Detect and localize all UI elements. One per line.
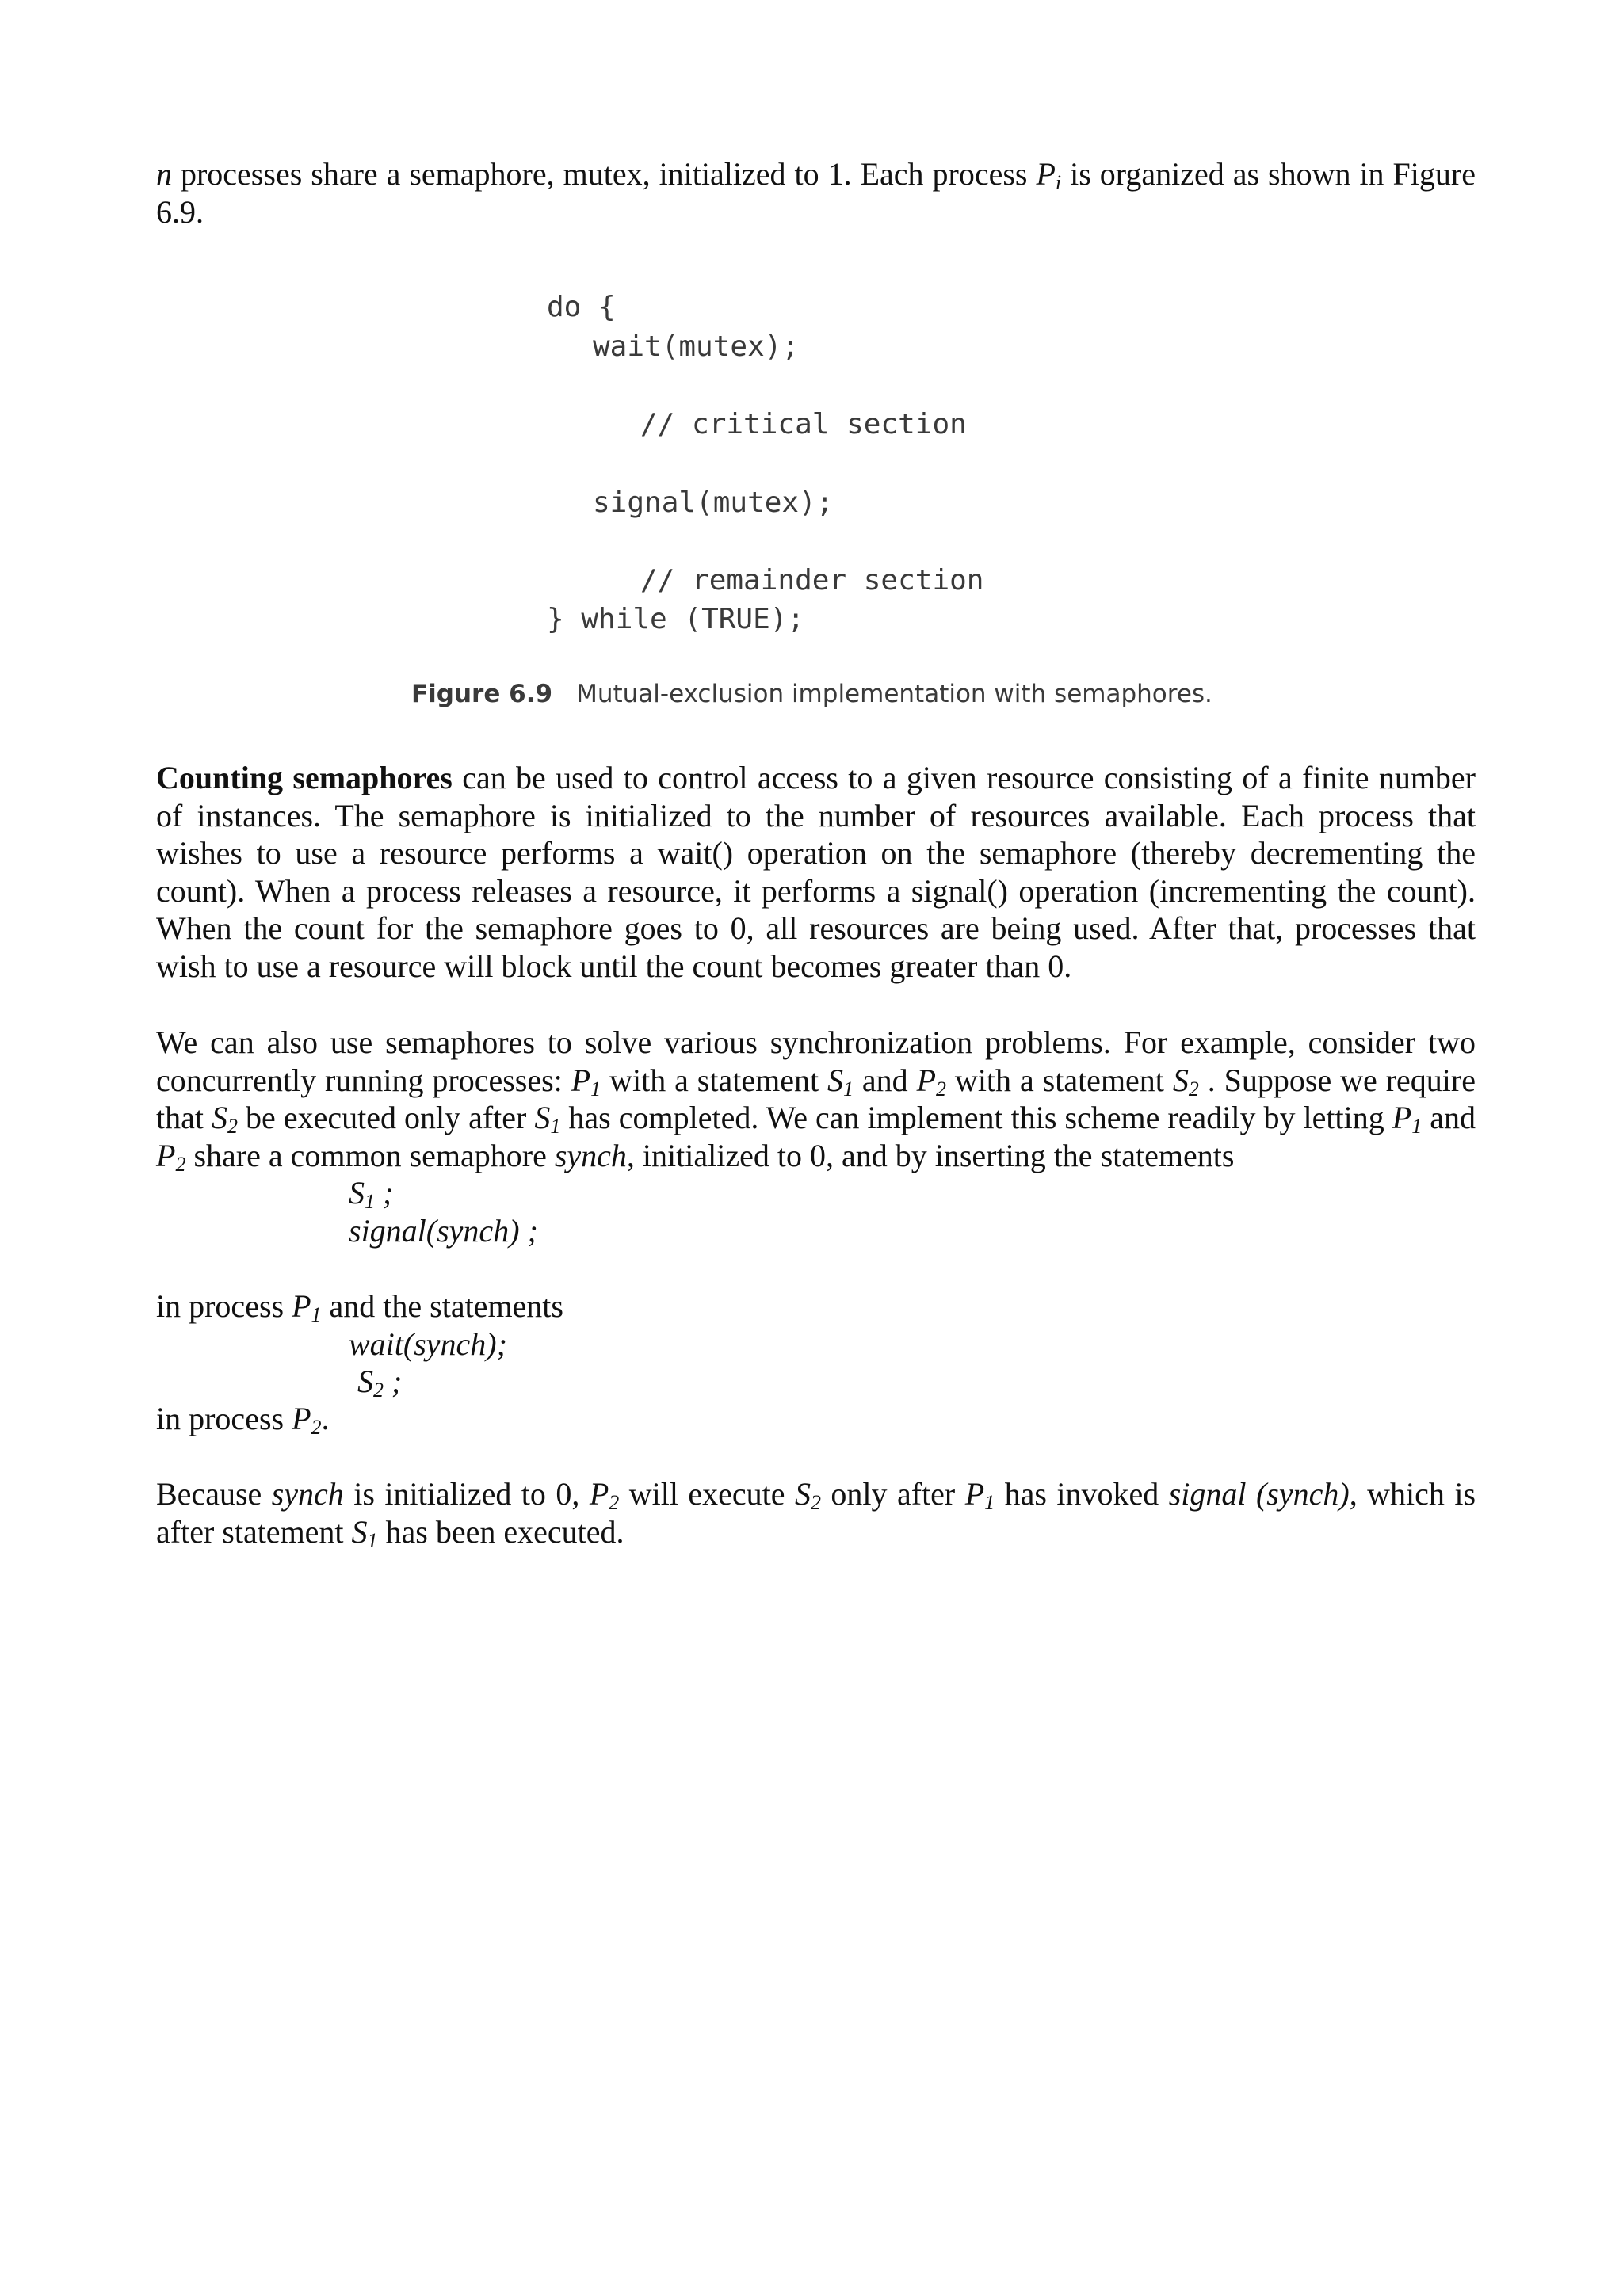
because-signal: signal (synch)	[1168, 1476, 1350, 1512]
sub-2: 2	[175, 1152, 186, 1176]
in-process-p1-line	[156, 1287, 563, 1325]
mid-post: and the statements	[321, 1288, 563, 1324]
sync-text-7: has completed. We can implement this scheme readily by letting	[560, 1100, 1392, 1135]
figure-caption	[411, 680, 1212, 708]
code-line-critical-section: // critical section	[640, 408, 967, 441]
sym-synch: synch	[554, 1137, 627, 1173]
mid-pre: in process	[156, 1288, 292, 1324]
end-post: .	[321, 1401, 330, 1436]
intro-paragraph	[156, 155, 1476, 231]
sync-text-2: with a statement	[601, 1062, 827, 1098]
sync-text-6: be executed only after	[238, 1100, 535, 1135]
sub-1: 1	[984, 1491, 995, 1514]
sym-p: P	[916, 1062, 937, 1098]
sym-p: P	[1392, 1100, 1412, 1135]
sync-text-4: with a statement	[946, 1062, 1173, 1098]
sub-1: 1	[365, 1190, 375, 1213]
intro-p: P	[1036, 156, 1056, 192]
because-text-5: has invoked	[995, 1476, 1169, 1512]
synchronization-paragraph	[156, 1024, 1476, 1174]
because-text-6: , which is after statement	[156, 1476, 1476, 1550]
sync-text-10: , initialized to 0, and by inserting the statements	[626, 1137, 1235, 1173]
sub-1: 1	[590, 1077, 601, 1100]
sym-p: P	[292, 1401, 311, 1436]
sub-1: 1	[311, 1303, 322, 1326]
counting-semaphores-paragraph	[156, 759, 1476, 985]
sym-p: P	[156, 1137, 176, 1173]
counting-text: can be used to control access to a given resource consisting of a finite number of instances. The semaphore is initialized to the number of resources available. Each process that wishes to use a resource performs a wait() operation on the semaphore (thereby decrementing the count). When a process releases a resource, it performs a signal() operation (incrementing the count). When the count for the semaphore goes to 0, all resources are being used. After that, processes that wish to use a resource will block until the count becomes greater than 0.	[156, 760, 1476, 984]
sym-s: S	[349, 1175, 365, 1211]
in-process-p2-line	[156, 1400, 330, 1438]
sym-s: S	[827, 1062, 843, 1098]
stmt-s1	[349, 1174, 393, 1212]
code-line-do: do {	[547, 291, 616, 323]
sub-2: 2	[373, 1379, 384, 1402]
intro-text-b: is organized as shown in Figure 6.9.	[156, 156, 1476, 230]
because-paragraph	[156, 1475, 1476, 1550]
intro-p-sub: i	[1055, 171, 1062, 194]
stmt-tail: ;	[384, 1363, 403, 1399]
sub-2: 2	[936, 1077, 947, 1100]
because-text-4: only after	[820, 1476, 965, 1512]
code-line-remainder-section: // remainder section	[640, 564, 984, 597]
code-line-while: } while (TRUE);	[547, 603, 805, 635]
end-pre: in process	[156, 1401, 292, 1436]
sync-text-3: and	[853, 1062, 917, 1098]
code-line-signal: signal(mutex);	[593, 486, 834, 519]
sync-text-1: We can also use semaphores to solve various synchronization problems. For example, consider two concurrently running processes:	[156, 1024, 1476, 1098]
counting-bold: Counting semaphores	[156, 760, 453, 795]
intro-n: n	[156, 156, 172, 192]
sub-1: 1	[367, 1528, 378, 1552]
sub-2: 2	[609, 1491, 620, 1514]
because-text-2: is initialized to 0,	[343, 1476, 590, 1512]
sub-2: 2	[311, 1416, 322, 1439]
sub-2: 2	[1188, 1077, 1199, 1100]
sub-1: 1	[550, 1115, 561, 1138]
sym-p: P	[292, 1288, 311, 1324]
stmt-s2	[357, 1363, 402, 1401]
sym-s: S	[357, 1363, 373, 1399]
caption-text: Mutual-exclusion implementation with semaphores.	[576, 680, 1212, 708]
code-line-wait: wait(mutex);	[593, 330, 800, 363]
sym-p: P	[964, 1476, 985, 1512]
because-text-7: has been executed.	[377, 1513, 624, 1550]
sub-2: 2	[810, 1491, 821, 1514]
sym-p: P	[589, 1476, 609, 1512]
sym-s: S	[794, 1476, 811, 1512]
because-text-3: will execute	[619, 1476, 795, 1512]
sym-s: S	[534, 1100, 551, 1135]
sym-s: S	[1172, 1062, 1189, 1098]
sub-1: 1	[842, 1077, 854, 1100]
sym-p: P	[571, 1062, 591, 1098]
because-text-1: Because	[156, 1476, 272, 1512]
sub-1: 1	[1411, 1115, 1423, 1138]
sym-s: S	[351, 1513, 368, 1550]
sync-text-8: and	[1422, 1100, 1476, 1135]
sync-text-9: share a common semaphore	[185, 1137, 555, 1173]
stmt-signal-synch: signal(synch) ;	[349, 1213, 538, 1249]
caption-label: Figure 6.9	[411, 680, 553, 708]
sub-2: 2	[227, 1115, 239, 1138]
because-synch: synch	[271, 1476, 344, 1512]
stmt-tail: ;	[375, 1175, 394, 1211]
sym-s: S	[212, 1100, 228, 1135]
intro-text-a: processes share a semaphore, mutex, initialized to 1. Each process	[172, 156, 1037, 192]
stmt-wait-synch: wait(synch);	[349, 1326, 507, 1362]
sync-text-5: . Suppose we require that	[156, 1062, 1476, 1135]
